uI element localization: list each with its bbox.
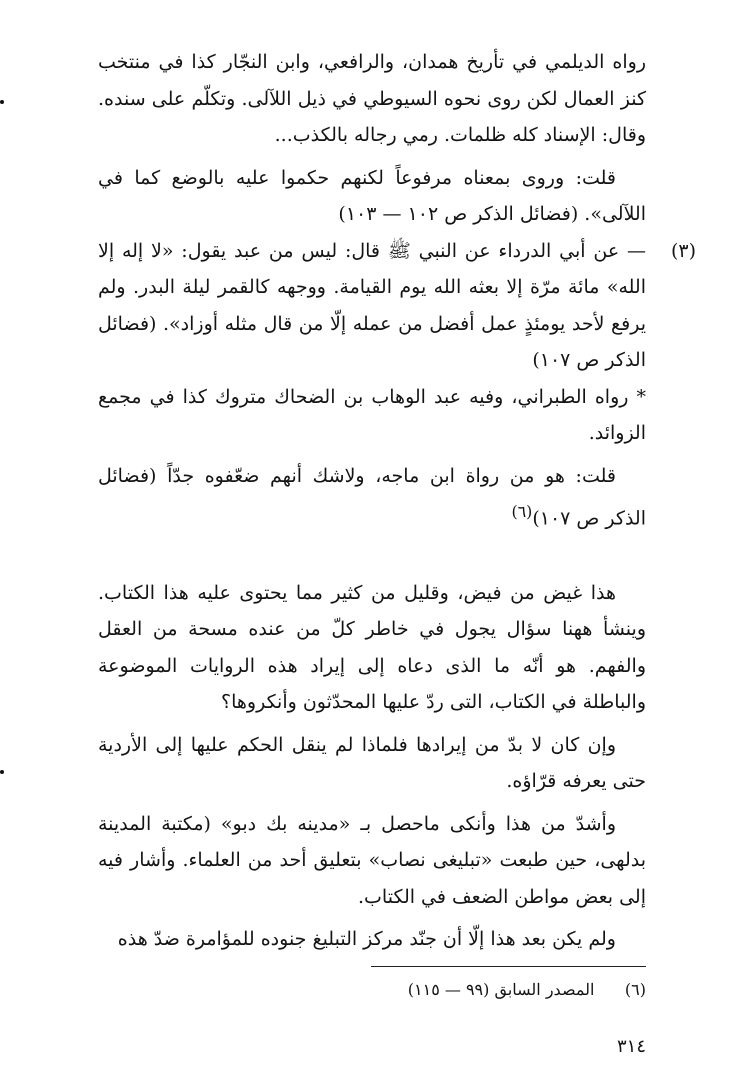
paragraph-tabarani-note: * رواه الطبراني، وفيه عبد الوهاب بن الضحاك متروك كذا في مجمع الزوائد.	[98, 385, 646, 444]
hadith-number: (٣)	[670, 239, 696, 262]
footnote-text: المصدر السابق (٩٩ — ١١٥)	[407, 980, 595, 999]
paragraph-madina-book-depot: وأشدّ من هذا وأنكى ماحصل بـ «مدينه بك دبو» (مكتبة المدينة بدلهى، حين طبعت «تبليغى نصاب» بتعليق أحد من العلماء. وأشار فيه إلى بعض مواطن الضعف في الكتاب.	[98, 812, 646, 908]
page-number: ٣١٤	[616, 1036, 646, 1057]
paragraph-abu-darda-hadith: — عن أبي الدرداء عن النبي ﷺ قال: ليس من عبد يقول: «لا إله إلا الله» مائة مرّة إلا بعثه الله يوم القيامة. ووجهه كالقمر ليلة البدر. ولم يرفع لأحد يومئذٍ عمل أفضل من عمله إلّا من قال مثله أوزاد». (فضائل الذكر ص ١٠٧)	[98, 239, 646, 371]
paragraph-qultu-wadh: قلت: وروى بمعناه مرفوعاً لكنهم حكموا عليه بالوضع كما في اللآلى». (فضائل الذكر ص ١٠٢ — ١٠٣)	[98, 166, 646, 225]
qultu-text: قلت: هو من رواة ابن ماجه، ولاشك أنهم ضعّفوه جدّاً (فضائل الذكر ص ١٠٧)	[98, 464, 646, 530]
hadith-block	[98, 233, 696, 379]
spacer	[98, 537, 646, 575]
footnote-marker: (٦)	[511, 502, 533, 521]
paragraph-in-kana-la-budda: وإن كان لا بدّ من إيرادها فلماذا لم ينقل الحكم عليها إلى الأردية حتى يعرفه قرّاؤه.	[98, 733, 646, 793]
margin-mark	[0, 770, 4, 774]
paragraph-daylami-narration: رواه الديلمي في تأريخ همدان، والرافعي، وابن النجّار كذا في منتخب كنز العمال لكن روى نحوه السيوطي في ذيل اللآلى. وتكلّم على سنده. وقال: الإسناد كله ظلمات. رمي رجاله بالكذب...	[98, 51, 646, 146]
paragraph-lam-yakun: ولم يكن بعد هذا إلّا أن جنّد مركز التبليغ جنوده للمؤامرة ضدّ هذه	[117, 928, 616, 951]
paragraph-ghaydh-min-faydh: هذا غيض من فيض، وقليل من كثير مما يحتوى عليه هذا الكتاب. وينشأ ههنا سؤال يجول في خاطر كلّ من عنده مسحة من العقل والفهم. هو أنّه ما الذى دعاه إلى إيراد هذه الروايات الموضوعة والباطلة في الكتاب، التى ردّ عليها المحدّثون وأنكروها؟	[98, 581, 646, 714]
footnote-separator	[371, 966, 646, 967]
footnote	[98, 978, 646, 1002]
footnote-number: (٦)	[624, 980, 646, 999]
margin-mark	[0, 100, 4, 104]
paragraph-qultu-ibn-majah	[98, 458, 646, 537]
main-text-column	[98, 44, 696, 958]
